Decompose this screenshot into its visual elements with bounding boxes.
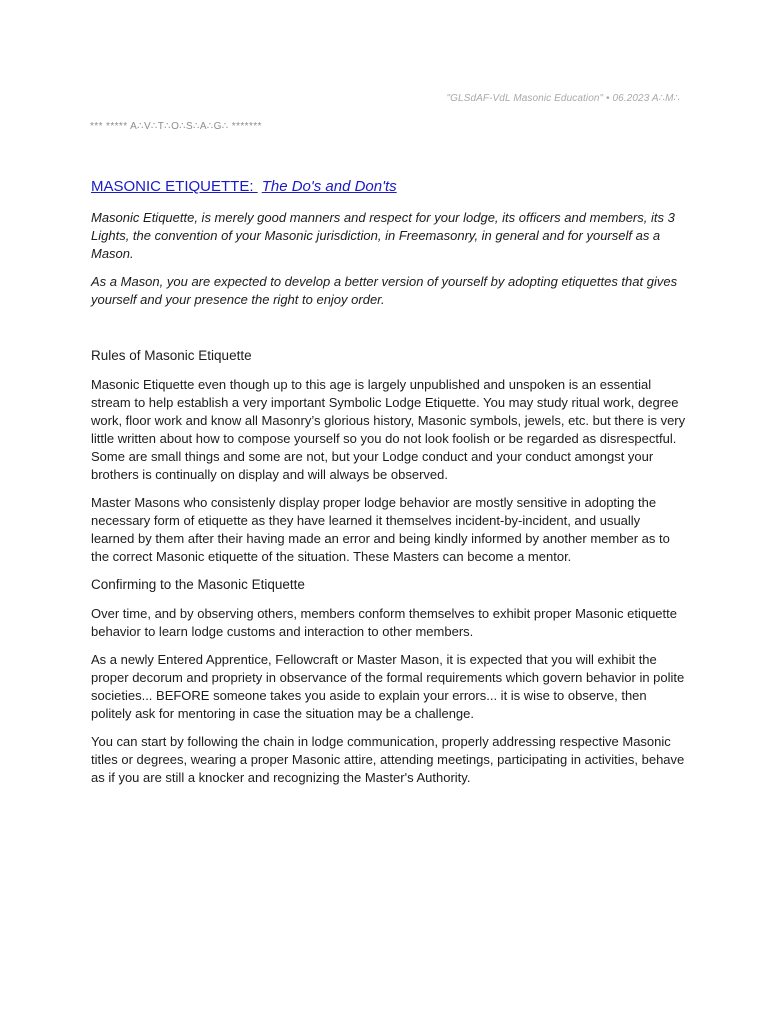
body-paragraph: Over time, and by observing others, members conform themselves to exhibit proper Masonic etiquette behavior to learn lodge customs and interaction to other members.	[91, 606, 677, 639]
section-heading-confirming: Confirming to the Masonic Etiquette	[91, 577, 305, 592]
document-reference: "GLSdAF-VdL Masonic Education" • 06.2023 A∴M∴	[446, 93, 680, 104]
body-paragraph: As a newly Entered Apprentice, Fellowcraft or Master Mason, it is expected that you will exhibit the proper decorum and propriety in observance of the formal requirements which govern behavior in polite societies... BEFORE someone takes you aside to explain your errors... it is wise to observe, then politely ask for mentoring in case the situation may be a challenge.	[91, 652, 685, 721]
title-subtitle: The Do's and Don'ts	[261, 178, 397, 195]
intro-paragraph: Masonic Etiquette, is merely good manners and respect for your lodge, its officers and members, its 3 Lights, the convention of your Masonic jurisdiction, in Freemasonry, in general and for yourself as a Mason.	[91, 210, 675, 261]
body-paragraph: You can start by following the chain in lodge communication, properly addressing respective Masonic titles or degrees, wearing a proper Masonic attire, attending meetings, participating in activities, behave as if you are still a knocker and recognizing the Master's Authority.	[91, 734, 685, 785]
document-code: *** ***** A∴V∴T∴O∴S∴A∴G∴ *******	[90, 121, 262, 132]
page-title-link[interactable]	[91, 177, 687, 197]
body-paragraph: Master Masons who consistenly display proper lodge behavior are mostly sensitive in adopting the necessary form of etiquette as they have learned it themselves incident-by-incident, and usually learned by them after their having made an error and being kindly informed by another member as to the correct Masonic etiquette of the situation. These Masters can become a mentor.	[91, 495, 670, 564]
section-heading-rules: Rules of Masonic Etiquette	[91, 348, 252, 363]
title-main: MASONIC ETIQUETTE:	[91, 178, 254, 195]
document-body	[91, 177, 687, 797]
body-paragraph: Masonic Etiquette even though up to this age is largely unpublished and unspoken is an essential stream to help establish a very important Symbolic Lodge Etiquette. You may study ritual work, degree work, floor work and know all Masonry’s glorious history, Masonic symbols, jewels, etc. but there is very little written about how to compose yourself so you do not look foolish or be regarded as disrespectful. Some are small things and some are not, but your Lodge conduct and your conduct amongst your brothers is continually on display and will always be observed.	[91, 377, 686, 482]
intro-paragraph: As a Mason, you are expected to develop a better version of yourself by adopting etiquettes that gives yourself and your presence the right to enjoy order.	[91, 274, 678, 307]
